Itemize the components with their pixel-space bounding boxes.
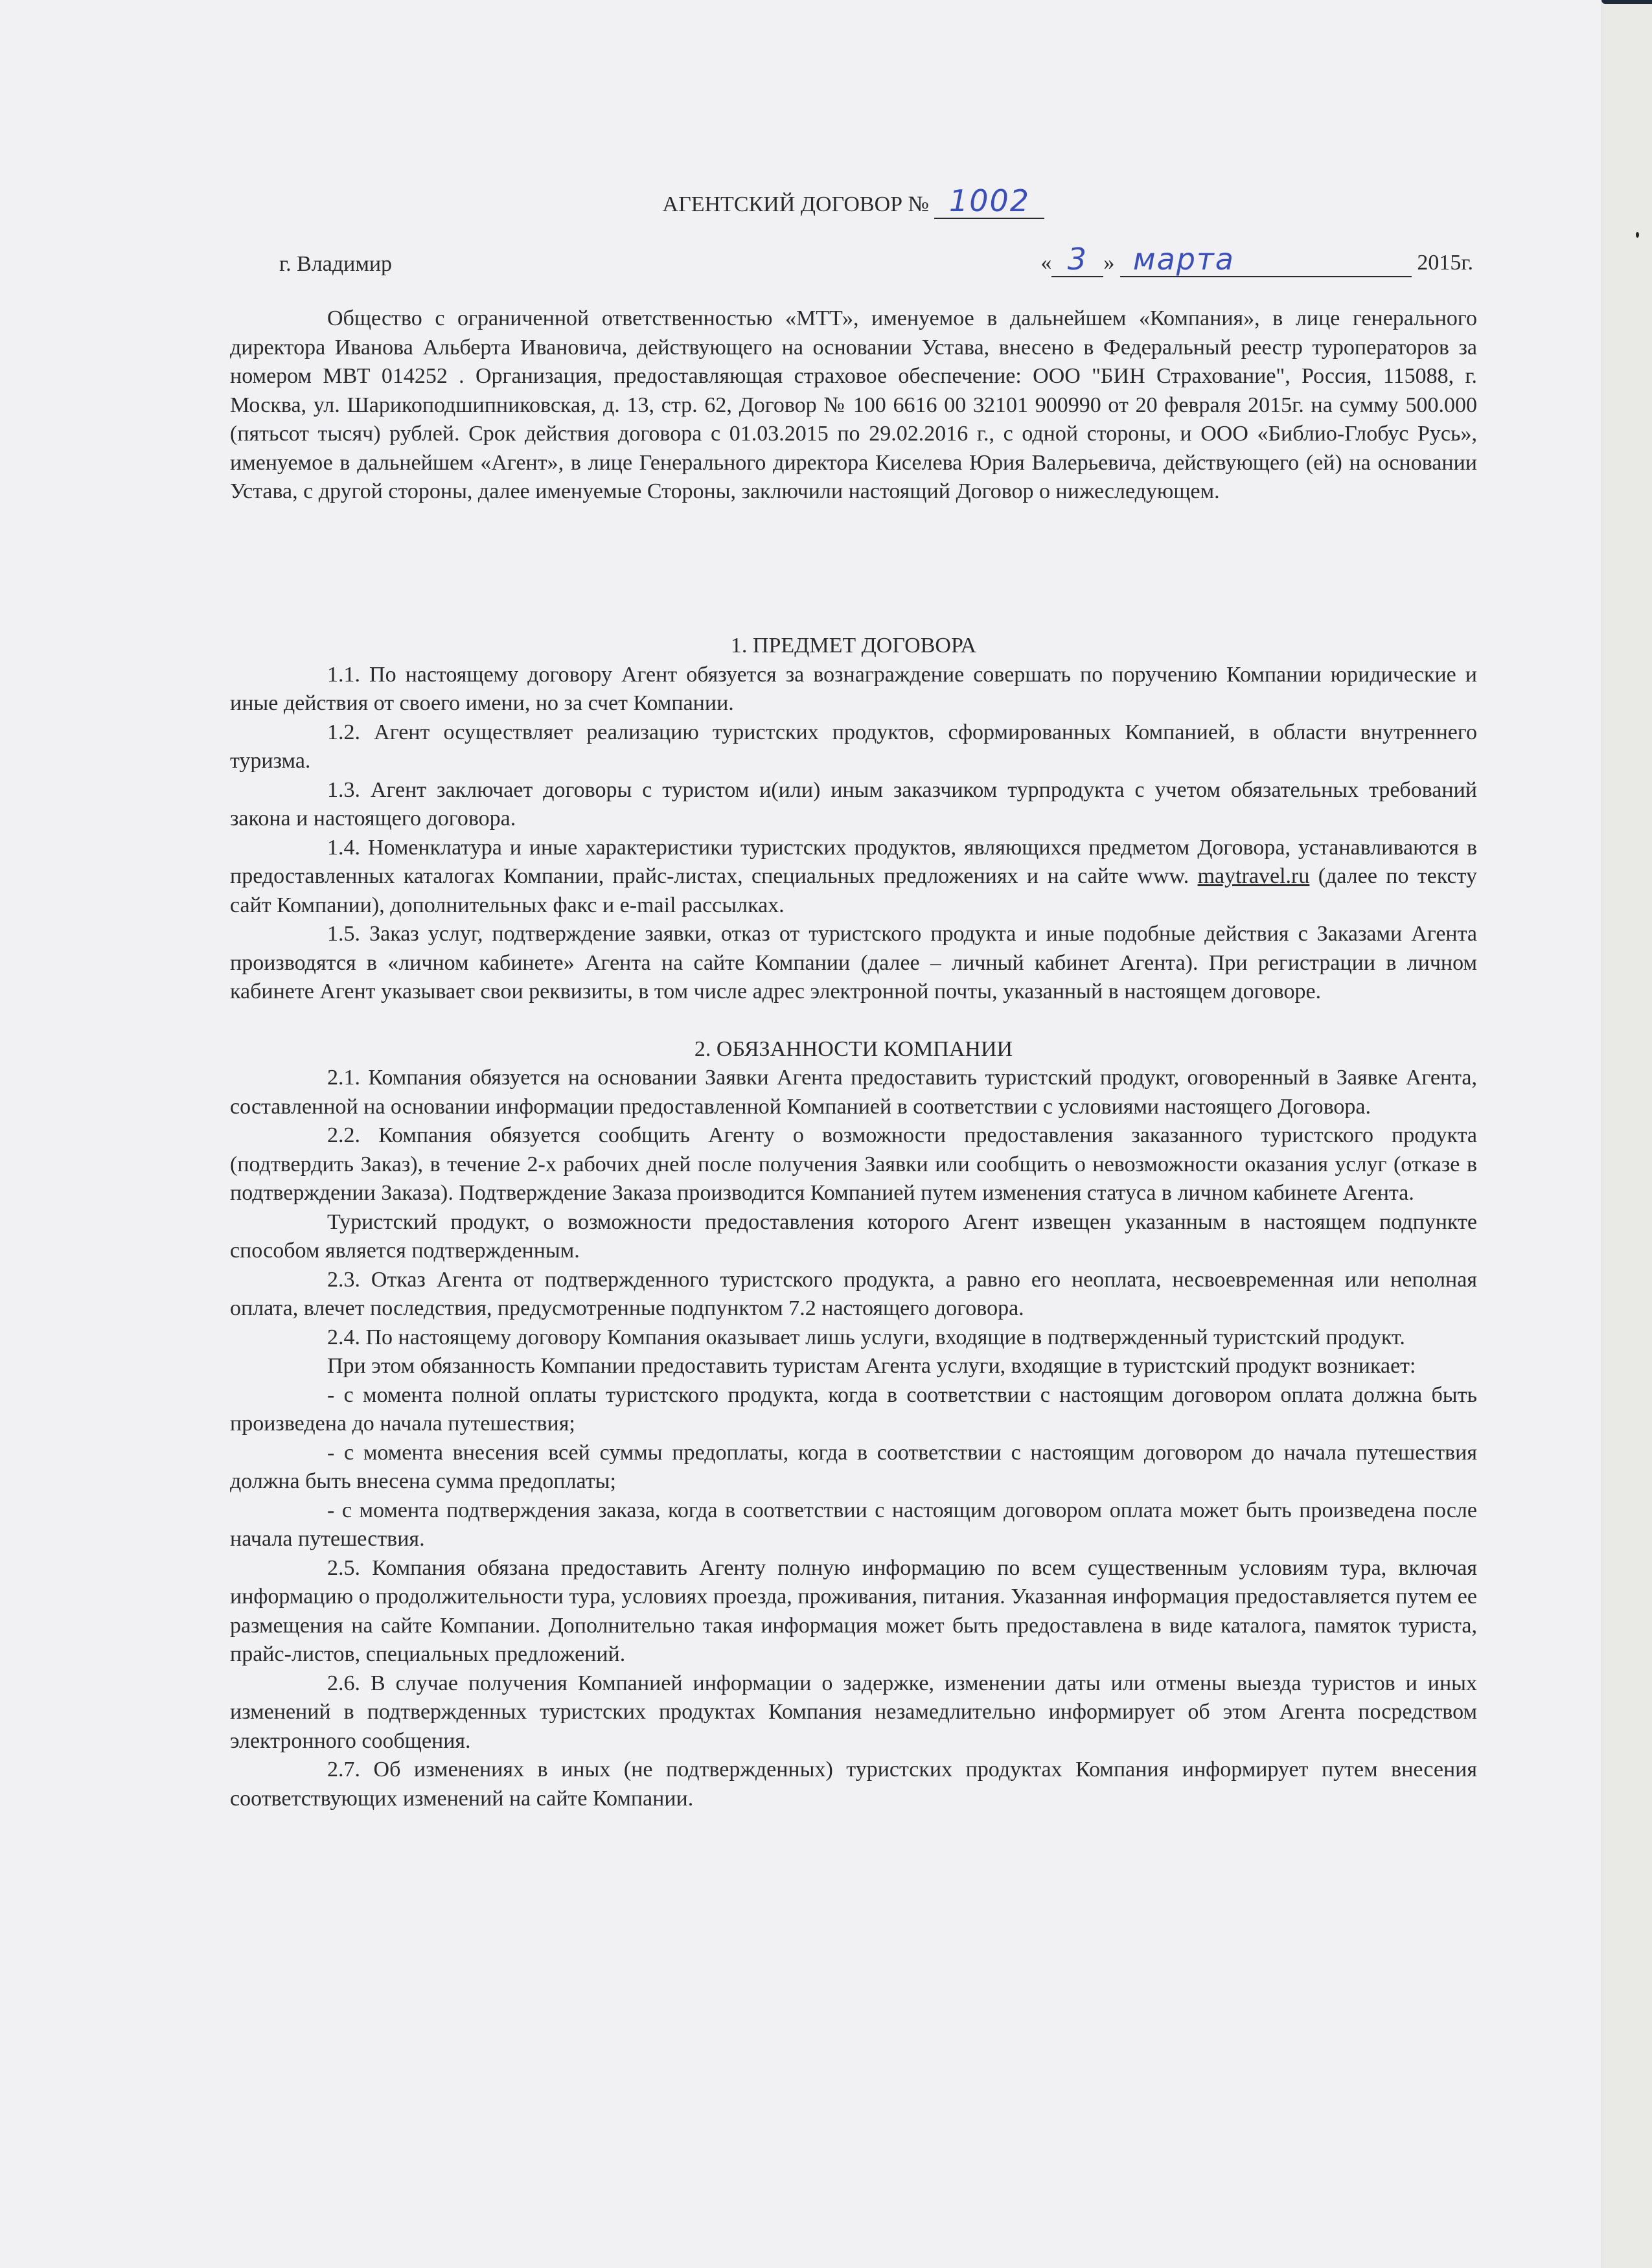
date-month: марта <box>1132 242 1235 277</box>
contract-date <box>1040 242 1473 278</box>
date-month-field <box>1120 242 1412 277</box>
section-gap <box>230 1007 1477 1035</box>
scanner-edge <box>1601 0 1652 4</box>
clause-1-2: 1.2. Агент осуществляет реализацию туристских продуктов, сформированных Компанией, в области внутреннего туризма. <box>230 720 1477 773</box>
clause-2-7: 2.7. Об изменениях в иных (не подтвержденных) туристских продуктах Компания информирует путем внесения соответствующих изменений на сайте Компании. <box>230 1758 1477 1811</box>
title-text: АГЕНТСКИЙ ДОГОВОР № <box>662 192 929 216</box>
contract-number-field <box>934 183 1044 219</box>
clause-2-6: 2.6. В случае получения Компанией информации о задержке, изменении даты или отмены выезда туристов и иных изменений в подтвержденных туристских продуктах Компания незамедлительно информирует об этом Агента посредством электронного сообщения. <box>230 1671 1477 1753</box>
date-day-field <box>1051 242 1103 277</box>
section-1-title: 1. ПРЕДМЕТ ДОГОВОРА <box>730 634 977 658</box>
city: г. Владимир <box>279 252 393 276</box>
clause-2-3: 2.3. Отказ Агента от подтвержденного туристского продукта, а равно его неоплата, несвоевременная или неполная оплата, влечет последствия, предусмотренные подпунктом 7.2 настоящего договора. <box>230 1267 1477 1320</box>
clause-2-4-item-1: - с момента полной оплаты туристского продукта, когда в соответствии с настоящим договором оплата должна быть произведена до начала путешествия; <box>230 1382 1477 1436</box>
date-day: 3 <box>1067 242 1088 277</box>
scan-speck <box>1636 232 1639 238</box>
clause-2-2-note: Туристский продукт, о возможности предоставления которого Агент извещен указанным в настоящем подпункте способом является подтвержденным. <box>230 1209 1477 1263</box>
date-open-quote: « <box>1040 251 1052 275</box>
contract-title <box>230 183 1477 220</box>
clause-2-5: 2.5. Компания обязана предоставить Агенту полную информацию по всем существенным условиям тура, включая информацию о продолжительности тура, условиях проезда, проживания, питания. Указанная информация предоставляется путем ее размещения на сайте Компании. Дополнительно такая информация может быть предоставлена в виде каталога, памяток туриста, прайс-листов, специальных предложений. <box>230 1555 1477 1666</box>
clause-2-4-item-3: - с момента подтверждения заказа, когда в соответствии с настоящим договором оплата может быть произведена после начала путешествия. <box>230 1498 1477 1551</box>
clause-1-4-text-end: (далее по тексту сайт Компании), дополнительных факс и e-mail рассылках. <box>230 864 1477 917</box>
clause-1-4 <box>230 834 1477 921</box>
scanner-background <box>1601 0 1652 2268</box>
clause-2-4-note: При этом обязанность Компании предоставить туристам Агента услуги, входящие в туристский продукт возникает: <box>327 1354 1416 1378</box>
clause-2-1: 2.1. Компания обязуется на основании Заявки Агента предоставить туристский продукт, оговоренный в Заявке Агента, составленной на основании информации предоставленной Компанией в соответствии с условиями настоящего Договора. <box>230 1066 1477 1119</box>
preamble: Общество с ограниченной ответственностью «МТТ», именуемое в дальнейшем «Компания», в лице генерального директора Иванова Альберта Ивановича, действующего на основании Устава, внесено в Федеральный реестр туроператоров за номером МВТ 014252 . Организация, предоставляющая страховое обеспечение: ООО "БИН Страхование", Россия, 115088, г. Москва, ул. Шарикоподшипниковская, д. 13, стр. 62, Договор № 100 6616 00 32101 900990 от 20 февраля 2015г. на сумму 500.000 (пятьсот тысяч) рублей. Срок действия договора с 01.03.2015 по 29.02.2016 г., с одной стороны, и ООО «Библио-Глобус Русь», именуемое в дальнейшем «Агент», в лице Генерального директора Киселева Юрия Валерьевича, действующего (ей) на основании Устава, с другой стороны, далее именуемые Стороны, заключили настоящий Договор о нижеследующем. <box>230 306 1477 503</box>
clause-1-4-text: 1.4. Номенклатура и иные характеристики туристских продуктов, являющихся предметом Договора, устанавливаются в предоставленных каталогах Компании, прайс-листах, специальных предложениях и на сайте www. <box>230 835 1477 888</box>
clause-2-4-item-2: - с момента внесения всей суммы предоплаты, когда в соответствии с настоящим договором до начала путешествия должна быть внесена сумма предоплаты; <box>230 1440 1477 1493</box>
website-link[interactable]: maytravel.ru <box>1197 864 1310 888</box>
place-date-row <box>230 242 1477 285</box>
contract-number: 1002 <box>948 183 1030 218</box>
clause-1-3: 1.3. Агент заключает договоры с туристом и(или) иным заказчиком турпродукта с учетом обязательных требований закона и настоящего договора. <box>230 777 1477 830</box>
clause-2-4: 2.4. По настоящему договору Компания оказывает лишь услуги, входящие в подтвержденный туристский продукт. <box>327 1325 1405 1349</box>
clause-2-2: 2.2. Компания обязуется сообщить Агенту о возможности предоставления заказанного туристского продукта (подтвердить Заказ), в течение 2-х рабочих дней после получения Заявки или сообщить о невозможности оказания услуг (отказе в подтверждении Заказа). Подтверждение Заказа производится Компанией путем изменения статуса в личном кабинете Агента. <box>230 1123 1477 1205</box>
clause-1-5: 1.5. Заказ услуг, подтверждение заявки, отказ от туристского продукта и иные подобные действия с Заказами Агента производятся в «личном кабинете» Агента на сайте Компании (далее – личный кабинет Агента). При регистрации в личном кабинете Агент указывает свои реквизиты, в том числе адрес электронной почты, указанный в настоящем договоре. <box>230 922 1477 1003</box>
clause-1-1: 1.1. По настоящему договору Агент обязуется за вознаграждение совершать по поручению Компании юридические и иные действия от своего имени, но за счет Компании. <box>230 662 1477 715</box>
section-2-title: 2. ОБЯЗАННОСТИ КОМПАНИИ <box>694 1037 1013 1061</box>
date-year: 2015г. <box>1417 251 1473 275</box>
date-close-quote: » <box>1103 251 1115 275</box>
contract-sections <box>230 632 1477 1813</box>
